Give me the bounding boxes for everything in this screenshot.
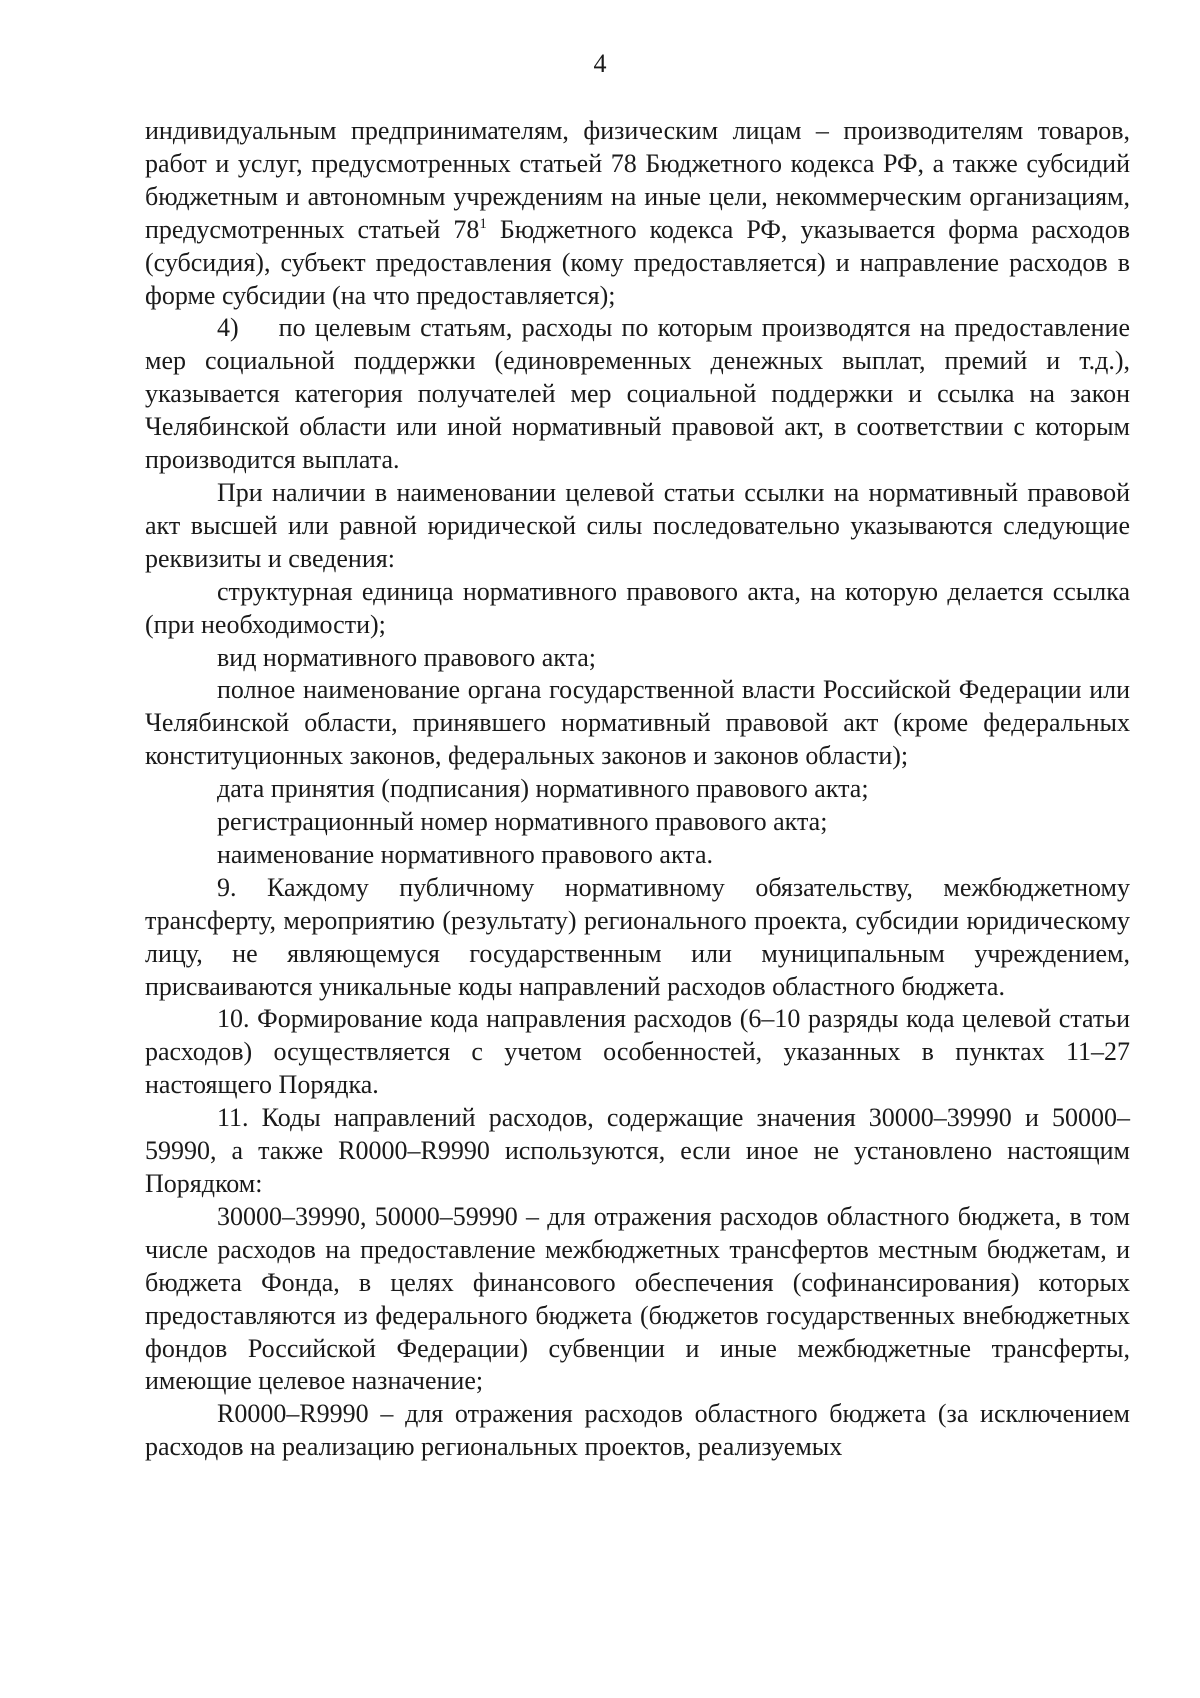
page-number: 4: [593, 49, 607, 78]
paragraph-point-11: 11. Коды направлений расходов, содержащие значения 30000–39990 и 50000–59990, а также R0000–R9990 используются, если иное не установлено настоящим Порядком:: [145, 1103, 1130, 1198]
paragraph-subsidies-tail: Бюджетного кодекса РФ, указывается форма расходов (субсидия), субъект предоставления (кому предоставляется) и направление расходов в форме субсидии (на что предоставляется);: [145, 214, 1130, 310]
paragraph-point-9: 9. Каждому публичному нормативному обязательству, межбюджетному трансферту, мероприятию (результату) регионального проекта, субсидии юридическому лицу, не являющемуся государственным или муниципальным учреждением, присваиваются уникальные коды направлений расходов областного бюджета.: [145, 872, 1130, 1001]
paragraph-requisites-intro: При наличии в наименовании целевой статьи ссылки на нормативный правовой акт высшей или равной юридической силы последовательно указываются следующие реквизиты и сведения:: [145, 477, 1130, 573]
paragraph-item-4: [145, 312, 1130, 477]
paragraph-registration-number: регистрационный номер нормативного правового акта;: [217, 807, 828, 837]
paragraph-structural-unit: структурная единица нормативного правового акта, на которую делается ссылка (при необходимости);: [145, 576, 1130, 639]
superscript-1: 1: [479, 215, 487, 232]
paragraph-adoption-date: дата принятия (подписания) нормативного правового акта;: [217, 774, 869, 804]
paragraph-codes-r0000: R0000–R9990 – для отражения расходов областного бюджета (за исключением расходов на реализацию региональных проектов, реализуемых: [145, 1399, 1130, 1462]
paragraph-authority-name: полное наименование органа государственной власти Российской Федерации или Челябинской области, принявшего нормативный правовой акт (кроме федеральных конституционных законов, федеральных законов и законов области);: [145, 675, 1130, 771]
paragraph-subsidies: [145, 115, 1130, 312]
paragraph-subsidies-text: индивидуальным предпринимателям, физическим лицам – производителям товаров, работ и услуг, предусмотренных статьей 78 Бюджетного кодекса РФ, а также субсидий бюджетным и автономным учреждениям на иные цели, некоммерческим организациям, предусмотренных статьей 78: [145, 116, 1130, 244]
paragraph-act-name: наименование нормативного правового акта.: [217, 839, 713, 869]
paragraph-act-type: вид нормативного правового акта;: [217, 642, 597, 672]
paragraph-codes-30000: 30000–39990, 50000–59990 – для отражения расходов областного бюджета, в том числе расходов на предоставление межбюджетных трансфертов местным бюджетам, и бюджета Фонда, в целях финансового обеспечения (софинансирования) которых предоставляются из федерального бюджета (бюджетов государственных внебюджетных фондов Российской Федерации) субвенции и иные межбюджетные трансферты, имеющие целевое назначение;: [145, 1201, 1130, 1396]
document-body: [145, 115, 1130, 1464]
paragraph-point-10: 10. Формирование кода направления расходов (6–10 разряды кода целевой статьи расходов) осуществляется с учетом особенностей, указанных в пунктах 11–27 настоящего Порядка.: [145, 1004, 1130, 1100]
list-number-4: 4): [217, 313, 239, 343]
paragraph-item-4-text: по целевым статьям, расходы по которым производятся на предоставление мер социальной поддержки (единовременных денежных выплат, премий и т.д.), указывается категория получателей мер социальной поддержки и ссылка на закон Челябинской области или иной нормативный правовой акт, в соответствии с которым производится выплата.: [145, 313, 1130, 475]
